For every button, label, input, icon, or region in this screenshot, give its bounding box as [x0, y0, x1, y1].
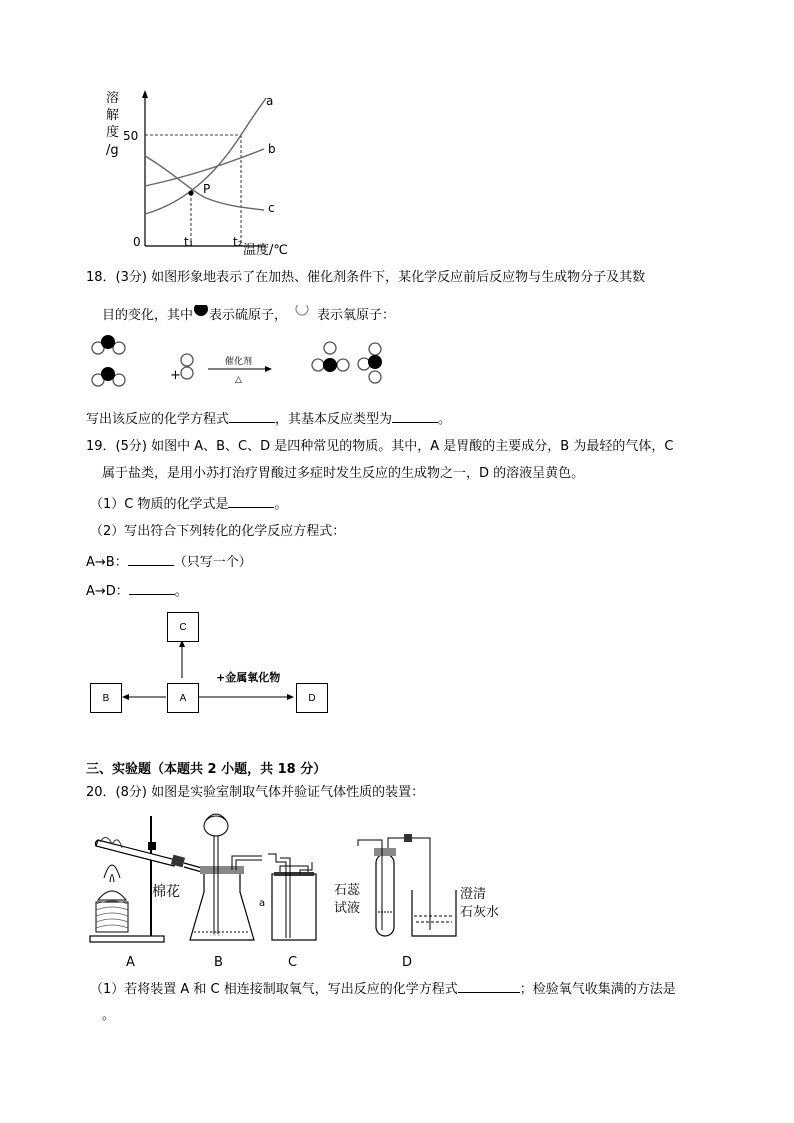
q20-line1: 20．(8分) 如图是实验室制取气体并验证气体性质的装置：	[86, 785, 425, 800]
q19-line2: 属于盐类，是用小苏打治疗胃酸过多症时发生反应的生成物之一，D 的溶液呈黄色。	[102, 466, 585, 481]
heat-label: △	[235, 375, 242, 385]
q18-line2-c: 表示氧原子：	[317, 308, 396, 323]
box-a: A	[167, 683, 199, 713]
q19-a-to-d	[86, 582, 188, 600]
q18-equation-blank[interactable]	[229, 410, 275, 423]
q20-check-prompt: ；检验氧气收集满的方法是	[519, 982, 676, 997]
q19-sub1	[90, 495, 288, 513]
apparatus-d	[358, 834, 456, 936]
so3-molecule-icon	[312, 342, 349, 372]
catalyst-label: 催化剂	[225, 357, 253, 367]
q19-formula-blank[interactable]	[228, 495, 274, 508]
sulfur-atom-icon	[193, 305, 209, 321]
lab-apparatus	[86, 812, 516, 972]
q18-line2-a: 目的变化，其中	[102, 308, 194, 323]
origin-label: 0	[133, 235, 141, 249]
reaction-diagram	[86, 332, 396, 398]
q19-ad-period: 。	[174, 584, 188, 599]
q19-ab-label: A→B：	[86, 555, 128, 570]
q20-sub1-end: 。	[102, 1008, 116, 1023]
q19-sub1-prompt: （1）C 物质的化学式是	[90, 497, 229, 512]
limewater-label-1: 澄清	[460, 887, 487, 902]
q20-equation-blank[interactable]	[458, 980, 520, 993]
o2-molecule-icon	[181, 354, 193, 379]
y-label-1: 溶	[106, 91, 120, 106]
port-a-label: a	[259, 898, 266, 909]
curve-a	[145, 98, 266, 214]
x-tick-t1: t₁	[184, 235, 194, 249]
cotton-label: 棉花	[152, 884, 180, 900]
y-label-4: /g	[106, 143, 119, 158]
solubility-graph	[96, 86, 296, 256]
box-b: B	[90, 683, 122, 713]
apparatus-c	[268, 854, 316, 940]
q18-line2	[102, 308, 395, 324]
q19-a-to-b	[86, 553, 252, 571]
litmus-label-1: 石蕊	[334, 883, 361, 898]
y-label-3: 度	[106, 125, 120, 140]
y-tick-50: 50	[123, 129, 139, 143]
q18-type-blank[interactable]	[392, 410, 438, 423]
q19-sub2: （2）写出符合下列转化的化学反应方程式：	[90, 524, 346, 539]
label-b: B	[214, 955, 223, 970]
q20-sub1-prompt: （1）若将装置 A 和 C 相连接制取氧气，写出反应的化学方程式	[90, 982, 458, 997]
curve-a-label: a	[266, 94, 274, 108]
so2-molecule-icon	[92, 367, 125, 386]
q19-ad-label: A→D：	[86, 584, 129, 599]
svg-text:∴∴∴: ∴∴∴	[210, 930, 224, 938]
oxygen-atom-icon	[287, 305, 317, 321]
q18-line1: 18．(3分) 如图形象地表示了在加热、催化剂条件下，某化学反应前后反应物与生成物分子及其数	[86, 270, 646, 285]
apparatus-b	[190, 814, 262, 940]
box-c: C	[167, 612, 199, 642]
so3-molecule-icon	[358, 343, 382, 383]
label-d: D	[402, 955, 413, 970]
q19-sub1-period: 。	[274, 497, 288, 512]
q18-type-prompt: ，其基本反应类型为	[275, 412, 393, 427]
reaction-arrow-icon	[265, 366, 272, 372]
box-d: D	[296, 683, 328, 713]
q18-period: 。	[438, 412, 452, 427]
curve-b-label: b	[268, 142, 276, 156]
x-axis-label: 温度/℃	[243, 243, 288, 256]
label-a: A	[126, 955, 135, 970]
q19-ab-blank[interactable]	[128, 553, 174, 566]
y-label-2: 解	[106, 108, 120, 123]
section-3-heading: 三、实验题（本题共 2 小题，共 18 分）	[86, 762, 327, 777]
point-p-label: P	[203, 182, 211, 196]
q18-equation-prompt: 写出该反应的化学方程式	[86, 412, 230, 427]
q19-ab-note: （只写一个）	[173, 555, 252, 570]
x-tick-t2: t₂	[233, 235, 243, 249]
label-c: C	[288, 955, 298, 970]
litmus-label-2: 试液	[334, 901, 361, 916]
arrow-label-metal-oxide: +金属氧化物	[216, 671, 281, 684]
q20-sub1	[90, 980, 676, 998]
q19-ad-blank[interactable]	[129, 582, 175, 595]
q19-line1: 19．(5分) 如图中 A、B、C、D 是四种常见的物质。其中，A 是胃酸的主要成分，B 为最轻的气体，C	[86, 439, 674, 454]
q18-answer-line	[86, 410, 451, 428]
point-p	[188, 190, 193, 195]
plus-sign: +	[170, 368, 181, 383]
q18-line2-b: 表示硫原子，	[209, 308, 288, 323]
so2-molecule-icon	[92, 335, 125, 354]
limewater-label-2: 石灰水	[460, 905, 500, 920]
curve-c-label: c	[268, 201, 275, 215]
